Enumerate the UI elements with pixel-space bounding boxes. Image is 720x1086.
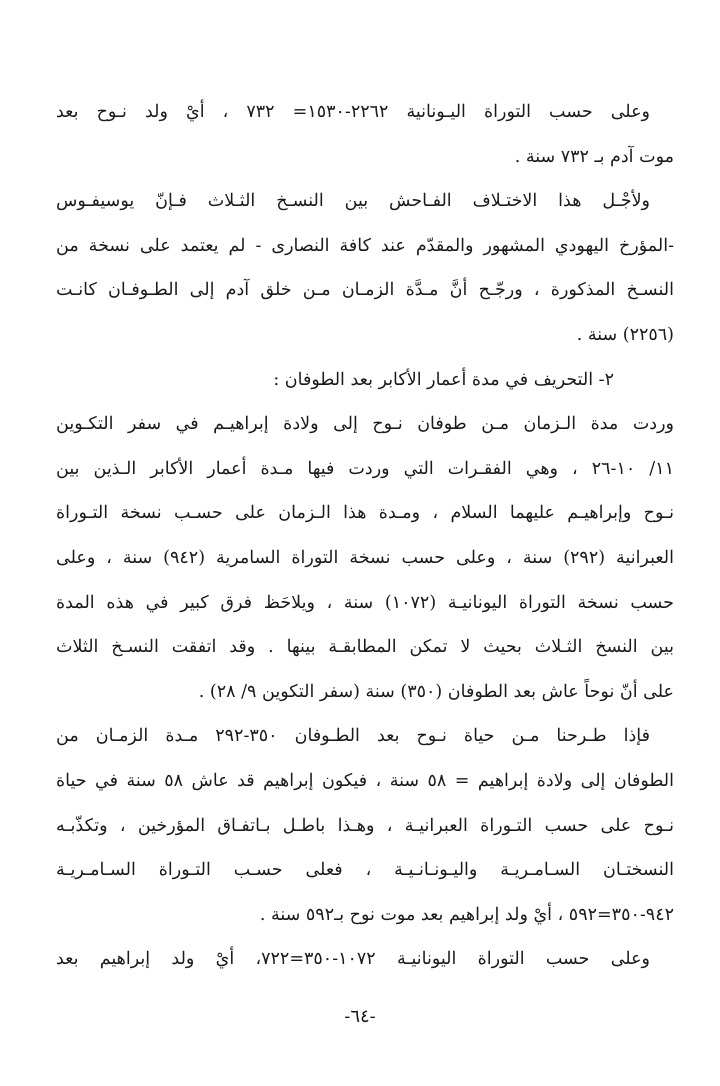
- text-line: وعلى حسب التوراة اليونانيـة ١٠٧٢-٣٥٠=٧٢٢، أيْ ولد إبراهيم بعد: [56, 949, 650, 970]
- text-line: النسختـان السـامـريـة واليـونـانـيـة ، فعلى حسـب التـوراة السـامـريـة: [56, 860, 674, 881]
- text-line: الطوفان إلى ولادة إبراهيم = ٥٨ سنة ، فيكون إبراهيم قد عاش ٥٨ سنة في حياة: [56, 770, 674, 791]
- text-line: ١١/ ١٠-٢٦ ، وهي الفقـرات التي وردت فيها مـدة أعمار الأكابر الـذين بين: [56, 458, 674, 479]
- text-line: ٩٤٢-٣٥٠=٥٩٢ ، أيْ ولد إبراهيم بعد موت نوح بـ٥٩٢ سنة .: [259, 904, 674, 925]
- section-heading: ٢- التحريف في مدة أعمار الأكابر بعد الطوفان :: [273, 369, 614, 390]
- text-line: وردت مدة الـزمان مـن طوفان نـوح إلى ولادة إبراهيـم في سفر التكـوين: [56, 414, 674, 435]
- text-line: على أنّ نوحاً عاش بعد الطوفان (٣٥٠) سنة (سفر التكوين ٩/ ٢٨) .: [198, 681, 674, 702]
- text-line: موت آدم بـ ٧٣٢ سنة .: [514, 146, 674, 167]
- body-text: [56, 90, 674, 982]
- text-line: نـوح على حسب التـوراة العبرانيـة ، وهـذا باطـل بـاتفـاق المؤرخين ، وتكذّبـه: [56, 815, 674, 836]
- text-line: نـوح وإبراهيـم عليهما السلام ، ومـدة هذا الـزمان على حسـب نسخة التـوراة: [56, 503, 674, 524]
- text-line: حسب نسخة التوراة اليونانيـة (١٠٧٢) سنة ، ويلاحَظ فرق كبير في هذه المدة: [56, 592, 674, 613]
- text-line: فإذا طـرحنا مـن حياة نـوح بعد الطـوفان ٣٥٠-٢٩٢ مـدة الزمـان من: [56, 726, 650, 747]
- text-line: بين النسخ الثـلاث بحيث لا تمكن المطابقـة بينها . وقد اتفقت النسـخ الثلاث: [56, 637, 674, 658]
- text-line: وعلى حسب التوراة اليـونانية ٢٢٦٢-١٥٣٠= ٧٣٢ ، أيْ ولد نـوح بعد: [56, 102, 650, 122]
- text-line: النسـخ المذكورة ، ورجّـح أنَّ مـدَّة الزمـان مـن خلق آدم إلى الطـوفـان كانـت: [56, 280, 674, 301]
- page-number: -٦٤-: [344, 1006, 376, 1027]
- text-line: ولأجْـل هذا الاختـلاف الفـاحش بين النسـخ الثـلاث فـإنّ يوسيفـوس: [56, 191, 650, 212]
- text-line: -المؤرخ اليهودي المشهور والمقدّم عند كافة النصارى - لم يعتمد على نسخة من: [56, 235, 674, 256]
- text-line: (٢٢٥٦) سنة .: [576, 324, 674, 345]
- text-line: العبرانية (٢٩٢) سنة ، وعلى حسب نسخة التوراة السامرية (٩٤٢) سنة ، وعلى: [56, 547, 674, 568]
